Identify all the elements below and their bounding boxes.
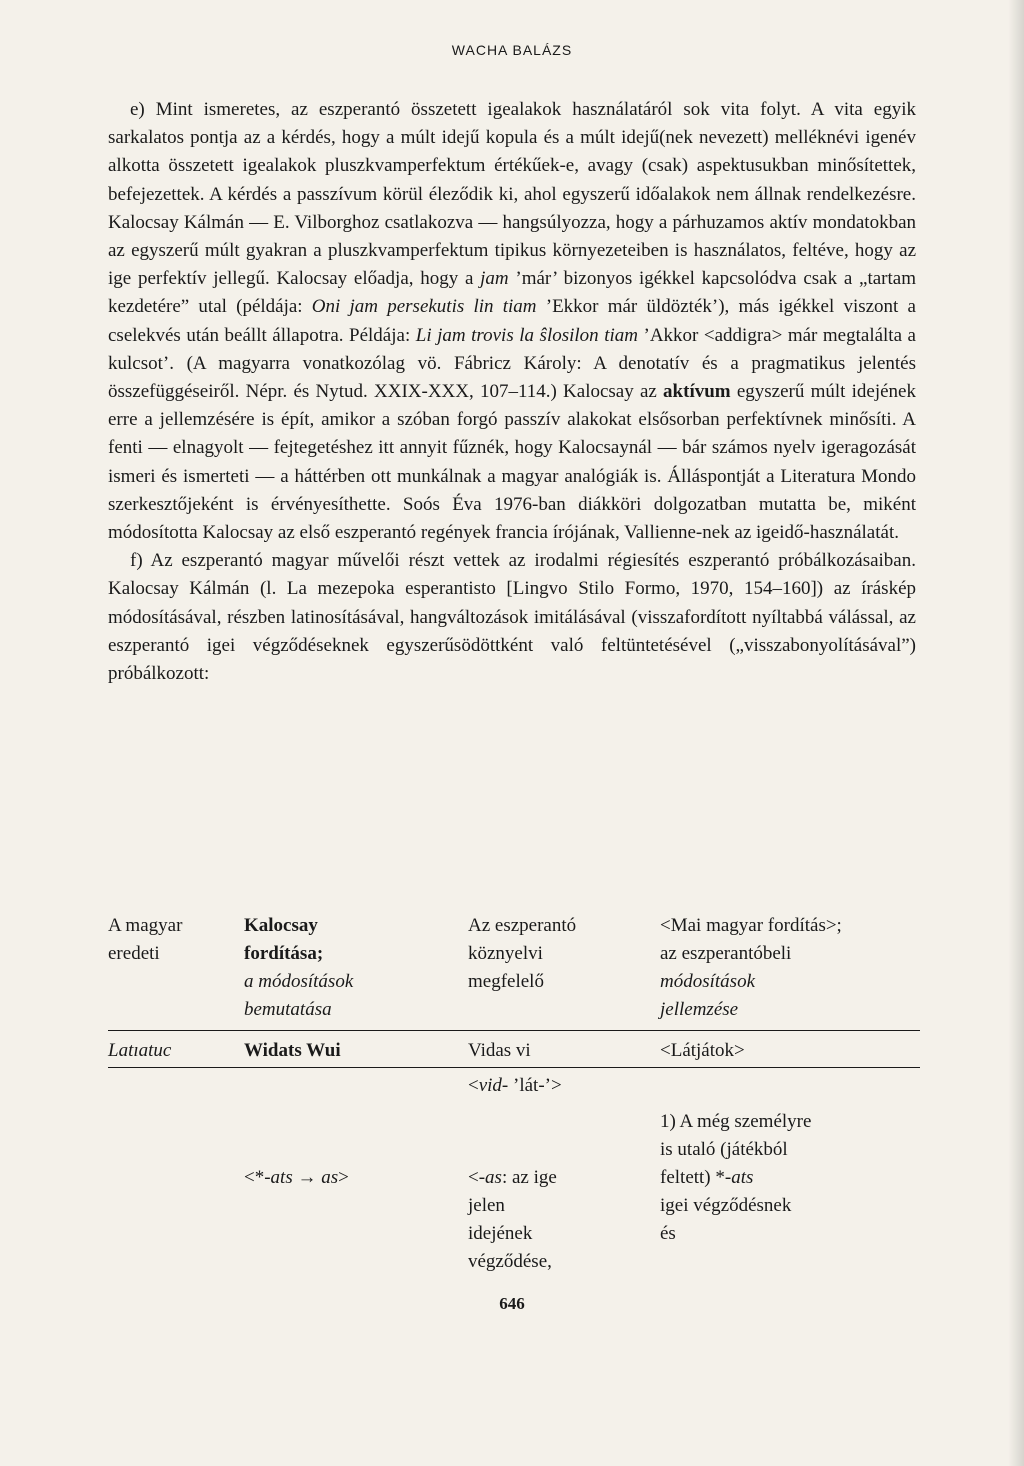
text-span: : az ige [501, 1167, 557, 1188]
text-span: -ats [724, 1167, 754, 1188]
header-line: a módosítások [244, 971, 354, 992]
table-cell [660, 1108, 920, 1276]
header-line: megfelelő [468, 971, 544, 992]
header-line: jellemzése [660, 999, 739, 1020]
text-span: -as [478, 1167, 502, 1188]
paragraph-e [108, 96, 916, 547]
header-cell-kalocsay [244, 912, 468, 1024]
cell-line: végződése, [468, 1251, 552, 1272]
header-line: fordítása; [244, 943, 324, 964]
table-row [108, 1068, 920, 1100]
comparison-table [108, 912, 920, 1276]
table-cell: Vidas vi [468, 1040, 531, 1061]
body-text [108, 96, 916, 688]
cell-line: 1) A még személyre [660, 1111, 812, 1132]
header-cell-translation [660, 912, 920, 1024]
header-line: bemutatása [244, 999, 332, 1020]
text-span: < [468, 1167, 479, 1188]
text-span: as [321, 1167, 339, 1188]
table-cell: Widats Wui [244, 1040, 341, 1061]
header-line: köznyelvi [468, 943, 543, 964]
text-span: feltett) * [660, 1167, 725, 1188]
paragraph-f: f) Az eszperantó magyar művelői részt vettek az irodalmi régiesítés eszperantó próbálkozásaiban. Kalocsay Kálmán (l. La mezepoka esperantisto [Lingvo Stilo Formo, 1970, 154–160]) az íráskép módosításával, részben latinosításával, hangváltozások imitálásával (visszafordított nyíltabbá válással, az eszperantó igei végződéseknek egyszerűsödöttként való feltüntetésével („visszabonyolításával”) próbálkozott: [108, 550, 916, 685]
table-cell [108, 1108, 244, 1276]
text-span: ’már’ bizonyos igékkel kapcsolódva csak a „tartam kezdetére” utal (példája: [108, 268, 916, 318]
italic-term: jam [480, 268, 509, 290]
text-span: egyszerű múlt idejének erre a jellemzésére is épít, amikor a szóban forgó passzív alakokat elsősorban perfektívnek minősíti. A fenti — elnagyolt — fejtegetéshez itt annyit fűznék, hogy Kalocsaynál — bár számos nyelv igeragozását ismeri és ismerteti — a háttérben ott munkálnak a magyar analógiák is. Álláspontját a Literatura Mondo szerkesztőjeként is érvényesíthette. Soós Éva 1976-ban diákköri dolgozatban mutatta be, miként módosította Kalocsay az első eszperantó regények francia írójának, Vallienne-nek az igeidő-használatát. [108, 381, 916, 544]
text-span: <* [244, 1167, 265, 1188]
table-cell [468, 1108, 660, 1276]
text-span: → [292, 1167, 322, 1188]
table-row [108, 1100, 920, 1276]
table-cell [244, 1108, 468, 1276]
cell-line: idejének [468, 1223, 533, 1244]
header-line: Az eszperantó [468, 915, 577, 936]
table-cell: Latıatuc [108, 1040, 172, 1061]
text-span: vid- [478, 1075, 509, 1096]
header-line: eredeti [108, 943, 160, 964]
header-cell-original [108, 912, 244, 1024]
table-cell [660, 1072, 920, 1100]
cell-line: is utaló (játékból [660, 1139, 788, 1160]
cell-line: és [660, 1223, 676, 1244]
header-line: az eszperantóbeli [660, 943, 792, 964]
header-line: Kalocsay [244, 915, 318, 936]
table-row [108, 1031, 920, 1067]
italic-example: Li jam trovis la ŝlosilon tiam [415, 324, 638, 346]
header-line: A magyar [108, 915, 183, 936]
italic-example: Oni jam persekutis lin tiam [311, 296, 537, 318]
table-cell [468, 1072, 660, 1100]
table-cell: <Látjátok> [660, 1040, 745, 1061]
text-span: > [338, 1167, 349, 1188]
header-line: módosítások [660, 971, 755, 992]
text-span: ’lát-’> [508, 1075, 562, 1096]
text-span: e) Mint ismeretes, az eszperantó összetett igealakok használatáról sok vita folyt. A vita egyik sarkalatos pontja az a kérdés, hogy a múlt idejű kopula és a múlt idejű(nek nevezett) melléknévi igenév alkotta összetett igealakok pluszkvamperfektum értékűek-e, avagy (csak) aspektusukban minősítettek, befejezettek. A kérdés a passzívum körül éleződik ki, ahol egyszerű időalakok nem állnak rendelkezésre. Kalocsay Kálmán — E. Vilborghoz csatlakozva — hangsúlyozza, hogy a párhuzamos aktív mondatokban az egyszerű múlt gyakran a pluszkvamperfektum tipikus környezeteiben is használatos, feltéve, hogy az ige perfektív jellegű. Kalocsay előadja, hogy a [108, 99, 916, 290]
cell-line: jelen [468, 1195, 505, 1216]
running-head: WACHA BALÁZS [451, 42, 573, 58]
text-span: < [468, 1075, 479, 1096]
header-cell-esperanto [468, 912, 660, 1024]
text-span: ’Akkor <addigra> már megtalálta a kulcsot’. (A magyarra vonatkozólag vö. Fábricz Károly: A denotatív és a pragmatikus jelentés összefüggéseiről. Népr. és Nytud. XXIX-XXX, 107–114.) Kalocsay az [108, 324, 916, 403]
text-span: -ats [264, 1167, 293, 1188]
page-number: 646 [499, 1294, 525, 1313]
table-header-row [108, 912, 920, 1030]
header-line: <Mai magyar fordítás>; [660, 915, 842, 936]
text-span: ’Ekkor már üldözték’), más igékkel viszont a cselekvés után beállt állapotra. Példája: [108, 296, 916, 346]
table-cell [244, 1072, 468, 1100]
cell-line: igei végződésnek [660, 1195, 792, 1216]
bold-term: aktívum [663, 381, 731, 403]
table-cell [108, 1072, 244, 1100]
